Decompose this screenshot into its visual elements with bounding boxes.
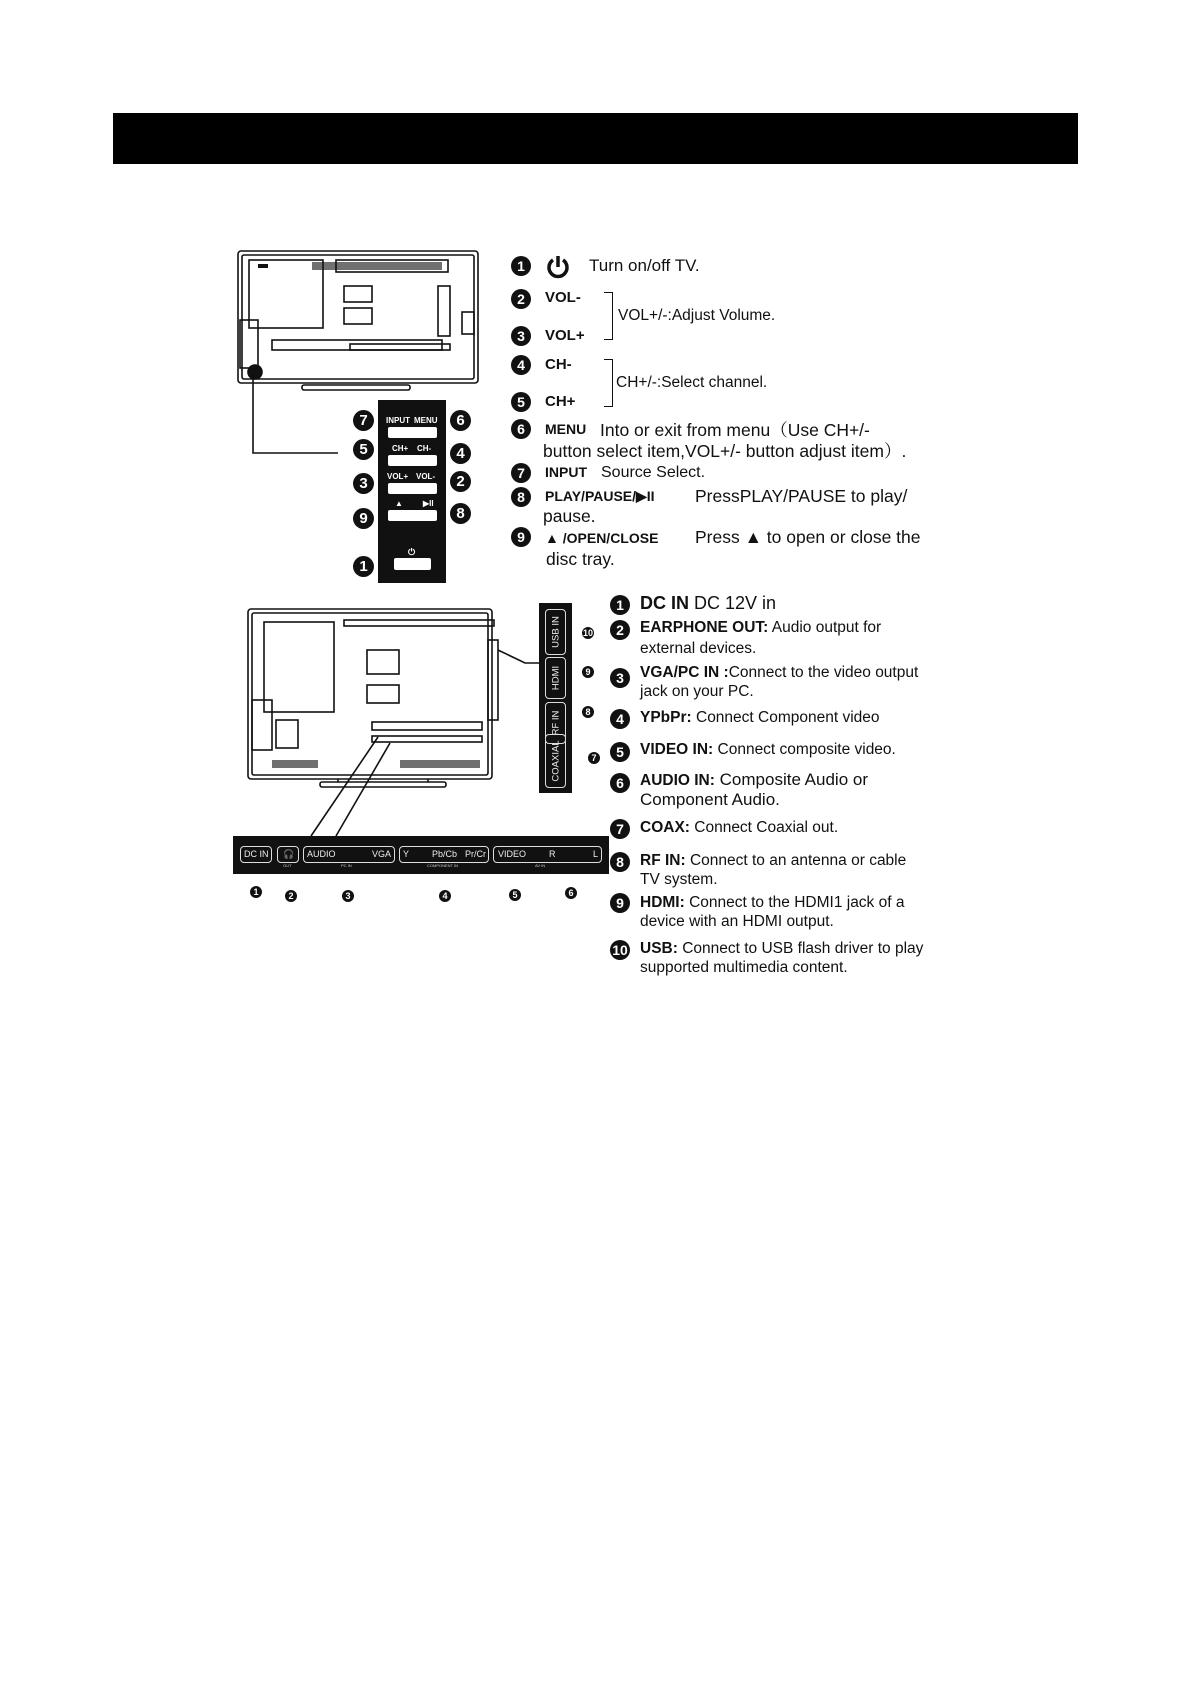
panel-callout-7: 7 [353, 410, 374, 431]
side-callout-8: 8 [582, 706, 594, 718]
play-pause-desc-2: pause. [543, 506, 596, 526]
item-num: 9 [511, 527, 531, 547]
item-num: 2 [511, 289, 531, 309]
conn-num: 6 [610, 773, 630, 793]
headphone-icon: 🎧 [283, 849, 295, 859]
component-port: Y Pb/Cb Pr/Cr [399, 846, 489, 863]
conn-line: VIDEO IN: Connect composite video. [640, 741, 896, 758]
item-num: 6 [511, 419, 531, 439]
side-connector-strip [539, 603, 572, 793]
item-num: 8 [511, 487, 531, 507]
strip-callout-3: 3 [342, 890, 354, 902]
menu-desc-2: button select item,VOL+/- button adjust item）. [543, 441, 907, 461]
strip-callout-5: 5 [509, 889, 521, 901]
panel-callout-9: 9 [353, 508, 374, 529]
eject-icon: ▲ [395, 499, 403, 508]
vol-plus-label: VOL+ [545, 327, 585, 344]
dc-in-port: DC IN [240, 846, 272, 863]
power-button[interactable] [394, 558, 431, 570]
input-label: INPUT [545, 464, 587, 480]
item-num: 4 [511, 355, 531, 375]
panel-callout-4: 4 [450, 443, 471, 464]
panel-callout-6: 6 [450, 410, 471, 431]
vol-minus-label: VOL- [545, 289, 581, 306]
strip-callout-6: 6 [565, 887, 577, 899]
vol-button[interactable] [388, 483, 437, 494]
play-eject-button[interactable] [388, 510, 437, 521]
conn-line: DC IN DC 12V in [640, 593, 777, 613]
conn-desc-2: TV system. [640, 871, 718, 888]
conn-num: 10 [610, 940, 630, 960]
panel-callout-1: 1 [353, 556, 374, 577]
ch-group-desc: CH+/-:Select channel. [616, 374, 768, 391]
side-callout-9: 9 [582, 666, 594, 678]
hdmi-port: HDMI [545, 657, 566, 699]
strip-callout-4: 4 [439, 890, 451, 902]
input-desc: Source Select. [601, 464, 706, 481]
pc-in-label: PC IN [341, 863, 352, 868]
conn-line: RF IN: Connect to an antenna or cable [640, 852, 907, 869]
side-callout-7: 7 [588, 752, 600, 764]
conn-num: 2 [610, 620, 630, 640]
coax-port: COAXIAL [545, 734, 566, 788]
conn-line: AUDIO IN: Composite Audio or [640, 770, 869, 789]
component-in-label: COMPONENT IN [427, 863, 459, 868]
conn-num: 5 [610, 742, 630, 762]
power-desc: Turn on/off TV. [589, 256, 700, 275]
play-pause-icon: ▶II [423, 499, 434, 508]
control-panel [378, 400, 446, 583]
panel-callout-3: 3 [353, 473, 374, 494]
tv-back-bottom [248, 609, 492, 779]
ch-minus-label: CH- [545, 356, 572, 373]
conn-num: 7 [610, 819, 630, 839]
vol-group-desc: VOL+/-:Adjust Volume. [618, 307, 776, 324]
item-num: 5 [511, 392, 531, 412]
panel-callout-8: 8 [450, 503, 471, 524]
power-icon [545, 254, 571, 280]
menu-desc: Into or exit from menu（Use CH+/- [600, 420, 870, 440]
panel-label-ch-plus: CH+ [392, 444, 409, 453]
panel-label-vol-minus: VOL- [416, 472, 436, 481]
power-icon: ⏻ [408, 547, 416, 557]
item-num: 3 [511, 326, 531, 346]
bottom-connector-strip [233, 836, 609, 874]
menu-label: MENU [545, 421, 587, 437]
play-pause-desc: PressPLAY/PAUSE to play/ [695, 486, 908, 506]
side-callout-10: 10 [582, 628, 593, 638]
conn-desc-2: external devices. [640, 640, 757, 657]
open-close-label: ▲ /OPEN/CLOSE [545, 530, 659, 546]
av-in-port: VIDEO R L [493, 846, 602, 863]
conn-desc-2: device with an HDMI output. [640, 913, 834, 930]
tv-back-top [238, 251, 478, 383]
av-in-label: AV IN [535, 863, 546, 868]
conn-line: VGA/PC IN :Connect to the video output [640, 664, 919, 681]
ch-bracket [604, 359, 613, 407]
conn-line: HDMI: Connect to the HDMI1 jack of a [640, 894, 905, 911]
open-close-desc: Press ▲ to open or close the [695, 527, 921, 547]
input-menu-button[interactable] [388, 427, 437, 438]
conn-line: COAX: Connect Coaxial out. [640, 819, 839, 836]
conn-desc-2: Component Audio. [640, 790, 780, 809]
open-close-desc-2: disc tray. [546, 549, 615, 569]
play-pause-label: PLAY/PAUSE/▶II [545, 488, 655, 504]
conn-num: 4 [610, 709, 630, 729]
vga-audio-port: AUDIO VGA [303, 846, 395, 863]
conn-line: YPbPr: Connect Component video [640, 709, 880, 726]
conn-line: EARPHONE OUT: Audio output for [640, 619, 882, 636]
strip-callout-2: 2 [285, 890, 297, 902]
earphone-port [277, 846, 299, 863]
ch-button[interactable] [388, 455, 437, 466]
conn-num: 1 [610, 595, 630, 615]
conn-num: 3 [610, 668, 630, 688]
panel-label-menu: MENU [414, 416, 438, 425]
item-num: 1 [511, 256, 531, 276]
conn-line: USB: Connect to USB flash driver to play [640, 940, 924, 957]
conn-num: 8 [610, 852, 630, 872]
panel-label-input: INPUT [386, 416, 410, 425]
conn-desc-2: jack on your PC. [640, 683, 754, 700]
out-label: OUT [283, 863, 292, 868]
ch-plus-label: CH+ [545, 393, 576, 410]
conn-num: 9 [610, 893, 630, 913]
panel-callout-2: 2 [450, 471, 471, 492]
strip-callout-1: 1 [250, 886, 262, 898]
item-num: 7 [511, 463, 531, 483]
vol-bracket [604, 292, 613, 340]
rf-port: RF IN [545, 702, 566, 744]
panel-callout-5: 5 [353, 439, 374, 460]
panel-label-vol-plus: VOL+ [387, 472, 409, 481]
usb-port: USB IN [545, 609, 566, 655]
panel-label-ch-minus: CH- [417, 444, 432, 453]
conn-desc-2: supported multimedia content. [640, 959, 848, 976]
